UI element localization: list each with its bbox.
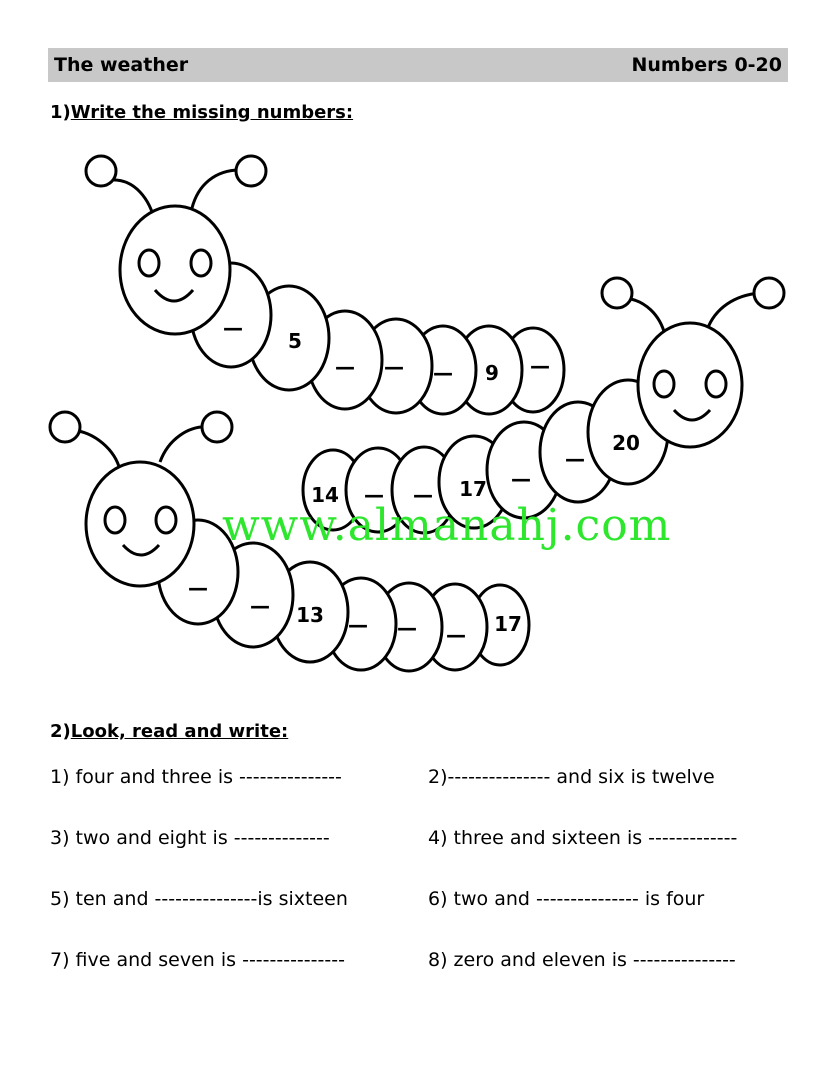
question-1-text: Write the missing numbers: (70, 102, 354, 123)
caterpillar-bottom-segment-label: — (348, 613, 368, 637)
eye (139, 250, 159, 276)
sentence-8: 8) zero and eleven is --------------- (428, 949, 736, 971)
antenna (707, 293, 760, 330)
question-1-number: 1) (50, 102, 71, 123)
antenna (192, 170, 240, 208)
sentence-6: 6) two and --------------- is four (428, 888, 705, 910)
caterpillar-right-segment-label: — (413, 483, 433, 507)
sentence-1: 1) four and three is --------------- (50, 766, 342, 788)
caterpillar-top-segment-label: — (223, 316, 243, 340)
sentence-7: 7) five and seven is --------------- (50, 949, 345, 971)
sentence-4: 4) three and sixteen is ------------- (428, 827, 738, 849)
antenna-tip (202, 412, 232, 442)
antenna (625, 298, 665, 335)
antenna (72, 430, 120, 470)
header-topic: The weather (54, 54, 189, 76)
eye (706, 371, 726, 397)
caterpillar-head (120, 206, 230, 334)
caterpillar-right-segment-label: 17 (459, 477, 487, 501)
eye (156, 507, 176, 533)
antenna-tip (86, 156, 116, 186)
caterpillar-right-segment-label: 14 (311, 483, 339, 507)
caterpillar-bottom-segment-label: — (250, 594, 270, 618)
caterpillar-bottom-segment-label: — (446, 623, 466, 647)
sentence-5: 5) ten and ---------------is sixteen (50, 888, 348, 910)
caterpillar-right-segment-label: — (565, 447, 585, 471)
caterpillar-top-segment-label: 9 (485, 361, 499, 385)
question-2-text: Look, read and write: (70, 721, 289, 742)
sentence-3: 3) two and eight is -------------- (50, 827, 330, 849)
watermark: www.almanahj.com (222, 500, 672, 551)
caterpillar-bottom-segment-label: 13 (296, 603, 324, 627)
caterpillar-head (86, 462, 194, 586)
sentence-2: 2)--------------- and six is twelve (428, 766, 715, 788)
caterpillar-bottom-segment-label: — (397, 616, 417, 640)
question-2-number: 2) (50, 721, 71, 742)
eye (654, 371, 674, 397)
caterpillar-top-segment-label: — (384, 355, 404, 379)
caterpillar-right-segment-label: 20 (612, 431, 640, 455)
eye (105, 507, 125, 533)
caterpillar-bottom-segment-label: — (188, 576, 208, 600)
caterpillar-right-segment-label: — (364, 483, 384, 507)
antenna-tip (602, 278, 632, 308)
caterpillar-top-segment-label: — (530, 354, 550, 378)
caterpillar-top-segment-label: — (335, 355, 355, 379)
antenna-tip (236, 156, 266, 186)
question-2-title (50, 721, 288, 742)
eye (191, 250, 211, 276)
antenna-tip (50, 412, 80, 442)
antenna-tip (754, 278, 784, 308)
caterpillar-bottom-segment-label: 17 (494, 612, 522, 636)
caterpillar-right-segment-label: — (511, 467, 531, 491)
caterpillar-top-segment-label: — (433, 361, 453, 385)
caterpillar-top-segment-label: 5 (288, 329, 302, 353)
header-subtitle: Numbers 0-20 (631, 54, 782, 76)
